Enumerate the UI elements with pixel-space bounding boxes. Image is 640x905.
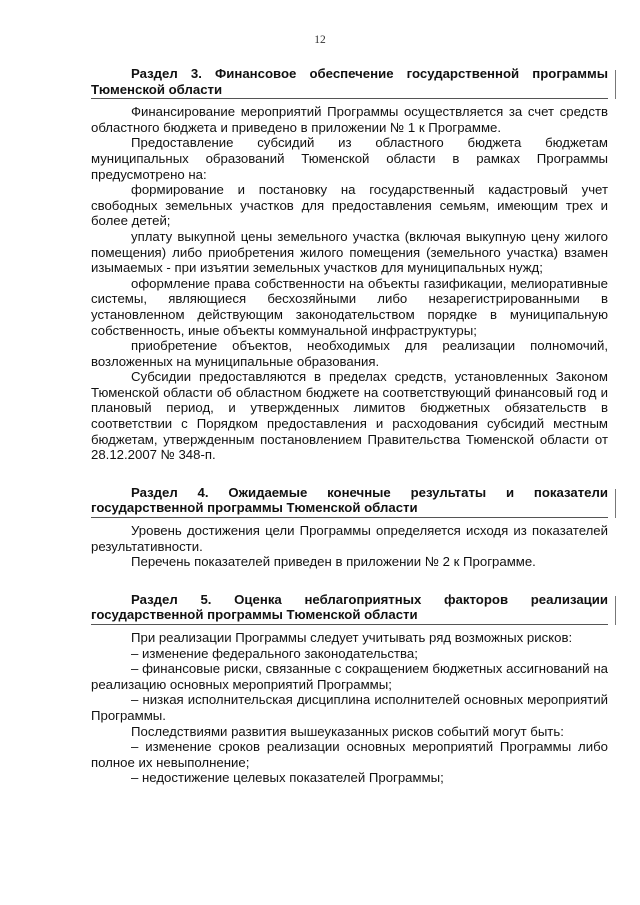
margin-bar	[615, 70, 616, 99]
document-body	[91, 66, 608, 786]
heading-underline	[91, 517, 608, 518]
paragraph: уплату выкупной цены земельного участка (включая выкупную цену жилого помещения) либо приобретения жилого помещения (земельного участка) взамен изымаемых - при изъятии земельных участков для муниципальных нужд;	[91, 228, 608, 276]
paragraph: Последствиями развития вышеуказанных рисков событий могут быть:	[131, 723, 564, 739]
section-5-heading	[91, 592, 608, 625]
paragraph: Финансирование мероприятий Программы осуществляется за счет средств областного бюджета и приведено в приложении № 1 к Программе.	[91, 104, 608, 135]
section-3-heading	[91, 66, 608, 99]
list-item: – финансовые риски, связанные с сокращением бюджетных ассигнований на реализацию основных мероприятий Программы;	[91, 661, 608, 692]
list-item: – изменение федерального законодательства;	[131, 645, 418, 661]
section-5-heading-line1: Раздел 5. Оценка неблагоприятных факторов реализации	[131, 591, 608, 607]
paragraph: При реализации Программы следует учитывать ряд возможных рисков:	[131, 630, 573, 645]
paragraph: формирование и постановку на государственный кадастровый учет свободных земельных участков для предоставления семьям, имеющим трех и более детей;	[91, 182, 608, 229]
list-item: – недостижение целевых показателей Программы;	[131, 770, 444, 786]
section-5-heading-line2: государственной программы Тюменской области	[91, 607, 418, 623]
paragraph: Субсидии предоставляются в пределах средств, установленных Законом Тюменской области об областном бюджете на соответствующий финансовый год и плановый период, и утвержденных лимитов бюджетных обязательств в соответствии с Порядком предоставления и расходования субсидий местным бюджетам, утвержденным постановлением Правительства Тюменской области от 28.12.2007 № 348-п.	[91, 369, 608, 463]
section-4-heading-line2: государственной программы Тюменской области	[91, 500, 418, 516]
section-3-heading-line1: Раздел 3. Финансовое обеспечение государственной программы	[131, 66, 608, 81]
list-item: – низкая исполнительская дисциплина исполнителей основных мероприятий Программы.	[91, 692, 608, 723]
paragraph: Перечень показателей приведен в приложении № 2 к Программе.	[131, 554, 536, 570]
heading-underline	[91, 624, 608, 625]
margin-bar	[615, 596, 616, 625]
section-4-heading	[91, 485, 608, 518]
list-item: – изменение сроков реализации основных мероприятий Программы либо полное их невыполнение;	[91, 739, 608, 770]
section-3-heading-line2: Тюменской области	[91, 81, 223, 97]
paragraph: оформление права собственности на объекты газификации, мелиоративные системы, являющиеся бесхозяйными либо незарегистрированными в установленном действующим законодательством порядке в муниципальную собственность, иные объекты коммунальной инфраструктуры;	[91, 275, 608, 338]
paragraph: приобретение объектов, необходимых для реализации полномочий, возложенных на муниципальные образования.	[91, 338, 608, 369]
margin-bar	[615, 489, 616, 518]
page-number: 12	[314, 34, 326, 46]
paragraph: Предоставление субсидий из областного бюджета бюджетам муниципальных образований Тюменской области в рамках Программы предусмотрено на:	[91, 135, 608, 182]
section-4-heading-line1: Раздел 4. Ожидаемые конечные результаты и показатели	[131, 484, 608, 500]
paragraph: Уровень достижения цели Программы определяется исходя из показателей результативности.	[91, 523, 608, 554]
heading-underline	[91, 98, 608, 99]
